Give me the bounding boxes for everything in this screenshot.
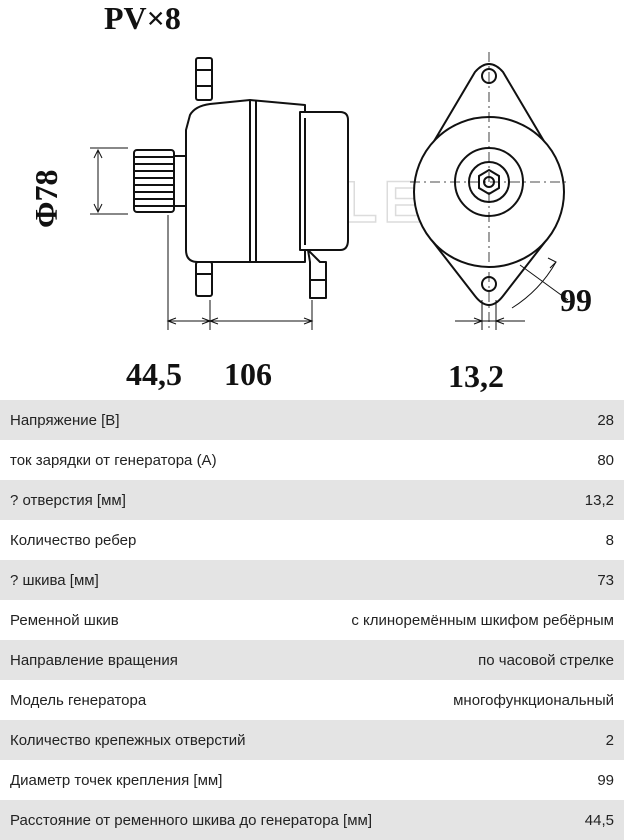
spec-label: Диаметр точек крепления [мм] (10, 771, 223, 789)
spec-value: 2 (605, 731, 614, 749)
belt-type-label: PV×8 (104, 0, 181, 36)
spec-value: многофункциональный (453, 691, 614, 709)
spec-row (0, 800, 624, 840)
spec-row (0, 560, 624, 600)
spec-table (0, 400, 624, 840)
spec-label: Количество крепежных отверстий (10, 731, 246, 749)
spec-row (0, 520, 624, 560)
spec-label: Модель генератора (10, 691, 147, 709)
spec-row (0, 720, 624, 760)
spec-value: 13,2 (584, 491, 614, 509)
spec-label: Расстояние от ременного шкива до генератора [мм] (10, 811, 373, 829)
spec-value: 44,5 (584, 811, 614, 829)
spec-row (0, 600, 624, 640)
spec-label: ? отверстия [мм] (10, 491, 126, 509)
spec-row (0, 640, 624, 680)
spec-label: Количество ребер (10, 531, 137, 549)
spec-label: Напряжение [В] (10, 411, 120, 429)
spec-row (0, 760, 624, 800)
spec-row (0, 480, 624, 520)
technical-drawing (0, 0, 624, 400)
spec-value: по часовой стрелке (478, 651, 614, 669)
spec-value: 8 (605, 531, 614, 549)
spec-label: ? шкива [мм] (10, 571, 99, 589)
diameter-dimension (90, 148, 128, 214)
alternator-drawing-svg (0, 0, 624, 400)
length-label: 106 (224, 356, 272, 392)
mount-diameter-label: 99 (560, 282, 592, 318)
spec-value: 28 (597, 411, 614, 429)
side-view (134, 58, 348, 298)
pulley-icon (134, 150, 186, 212)
spec-value: 99 (597, 771, 614, 789)
spec-label: Ременной шкив (10, 611, 119, 629)
diameter-label: Φ78 (28, 169, 64, 228)
hole-diameter-label: 13,2 (448, 358, 504, 394)
spec-row (0, 440, 624, 480)
spec-label: ток зарядки от генератора (А) (10, 451, 217, 469)
spec-row (0, 400, 624, 440)
spec-row (0, 680, 624, 720)
spec-value: с клиноремённым шкифом ребёрным (351, 611, 614, 629)
spec-value: 73 (597, 571, 614, 589)
spec-value: 80 (597, 451, 614, 469)
spec-label: Направление вращения (10, 651, 178, 669)
pulley-offset-label: 44,5 (126, 356, 182, 392)
